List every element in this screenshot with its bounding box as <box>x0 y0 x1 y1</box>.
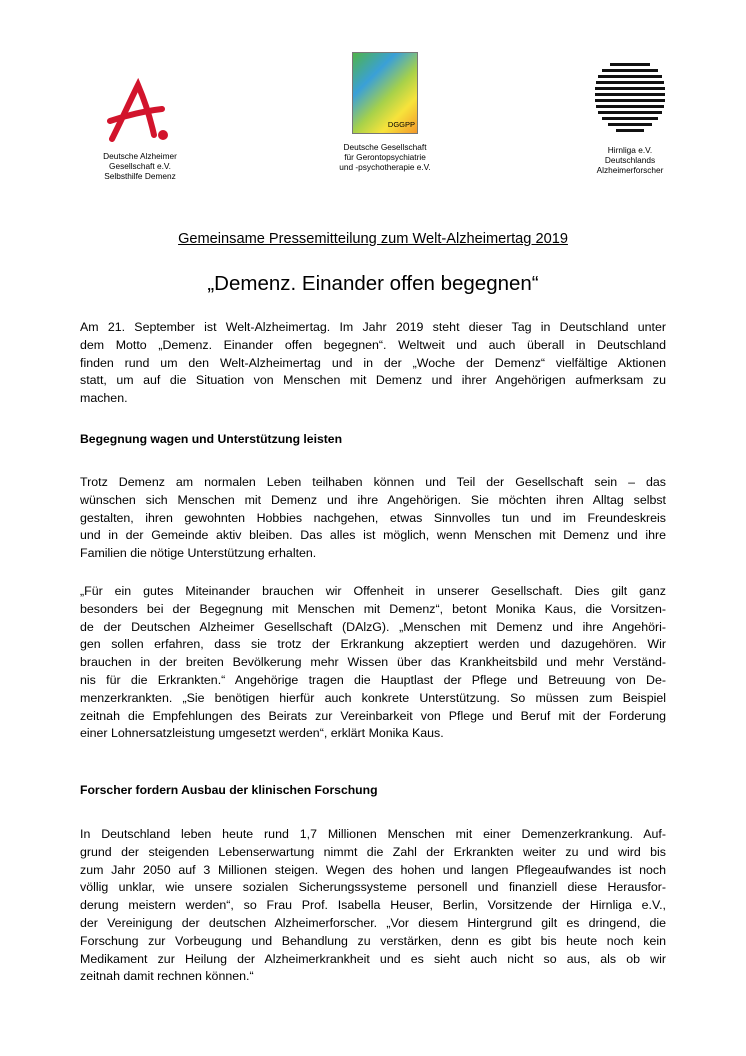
text-line: Forschung zur Vorbeugung und Behandlung zu verstärken, denn es gibt bis heute noch kein <box>80 933 666 948</box>
text-line: wünschen sich Menschen mit Demenz und ihre Angehörigen. Sie möchten ihren Alltag selbst <box>80 492 666 507</box>
dggpp-logo-block <box>315 52 455 172</box>
dggpp-logo-label: DGGPP <box>387 120 415 129</box>
text-line: Trotz Demenz am normalen Leben teilhaben können und Teil der Gesellschaft sein – das <box>80 475 666 489</box>
text-line: brauchen in der breiten Bevölkerung mehr Wissen über das Krankheitsbild und mehr Verständ- <box>80 655 666 670</box>
text-line: machen. <box>80 391 128 406</box>
hirnliga-caption: Hirnliga e.V. Deutschlands Alzheimerforscher <box>596 145 664 175</box>
text-line: statt, um auf die Situation von Menschen mit Demenz und ihrer Angehörigen aufmerksam zu <box>80 373 666 388</box>
text-line: menzerkrankten. „Sie benötigen hierfür auch konkrete Unterstützung. So müssen zum Beispiel <box>80 690 666 705</box>
section-heading-1: Begegnung wagen und Unterstützung leisten <box>80 432 343 446</box>
dalzg-logo-block <box>70 77 210 181</box>
text-line: einer Lohnersatzleistung umgesetzt werden“, erklärt Monika Kaus. <box>80 726 444 741</box>
hirnliga-logo-block <box>560 61 700 175</box>
text-line: derung meistern werden“, so Frau Prof. Isabella Heuser, Berlin, Vorsitzende der Hirnliga e.V., <box>80 898 666 913</box>
text-line: finden rund um den Welt-Alzheimertag und in der „Woche der Demenz“ vielfältige Aktionen <box>80 355 666 370</box>
paragraph-2 <box>80 474 666 563</box>
paragraph-4 <box>80 826 666 986</box>
paragraph-intro <box>80 319 666 408</box>
text-line: völlig unklar, wie unsere sozialen Sicherungssysteme personell und finanziell diese Herausfor- <box>80 880 666 895</box>
dalzg-caption: Deutsche Alzheimer Gesellschaft e.V. Selbsthilfe Demenz <box>103 151 177 181</box>
dggpp-logo-icon <box>352 52 418 134</box>
text-line: gestalten, ihren gewohnten Hobbies nachgehen, etwas Sinnvolles tun und im Freundeskreis <box>80 510 666 525</box>
text-line: zeitnah die Empfehlungen des Beirats zur Vereinbarkeit von Pflege und Beruf mit der Forderung <box>80 708 666 723</box>
text-line: Familien die nötige Unterstützung erhalten. <box>80 546 317 561</box>
text-line: Medikament zur Heilung der Alzheimerkrankheit und es sieht auch nicht so aus, als ob wir <box>80 951 666 966</box>
text-line: In Deutschland leben heute rund 1,7 Millionen Menschen mit einer Demenzerkrankung. Auf- <box>80 827 666 841</box>
text-line: der Vereinigung der deutschen Alzheimerforscher. „Vor diesem Hintergrund gilt es dringend, die <box>80 915 666 930</box>
press-release-headline: „Demenz. Einander offen begegnen“ <box>207 272 539 295</box>
hirnliga-logo-icon <box>594 61 666 133</box>
dggpp-caption: Deutsche Gesellschaft für Gerontopsychiatrie und -psychotherapie e.V. <box>339 142 431 172</box>
text-line: „Für ein gutes Miteinander brauchen wir Offenheit in unserer Gesellschaft. Dies gilt ganz <box>80 584 666 598</box>
text-line: und in der Gemeinde aktiv bleiben. Das alles ist möglich, wenn Menschen mit Demenz und ihre <box>80 528 666 543</box>
paragraph-3 <box>80 583 666 743</box>
text-line: gen sollen erfahren, dass sie trotz der Erkrankung akzeptiert werden und dazugehören. Wir <box>80 637 666 652</box>
text-line: nis für die Erkrankten.“ Angehörige tragen die Hauptlast der Pflege und Betreuung von De- <box>80 672 666 687</box>
text-line: besonders bei der Begegnung mit Menschen mit Demenz“, betont Monika Kaus, die Vorsitzen- <box>80 601 666 616</box>
press-release-subtitle: Gemeinsame Pressemitteilung zum Welt-Alzheimertag 2019 <box>178 231 568 247</box>
dalzg-logo-icon <box>100 77 180 149</box>
text-line: grund der steigenden Lebenserwartung nimmt die Zahl der Erkrankten weiter zu und wird bis <box>80 844 666 859</box>
text-line: Am 21. September ist Welt-Alzheimertag. Im Jahr 2019 steht dieser Tag in Deutschland unter <box>80 320 666 334</box>
text-line: zeitnah damit rechnen können.“ <box>80 969 254 984</box>
text-line: dem Motto „Demenz. Einander offen begegnen“. Weltweit und auch überall in Deutschland <box>80 337 666 352</box>
text-line: zum Jahr 2050 auf 3 Millionen steigen. Wegen des hohen und langen Pflegeaufwandes ist noch <box>80 862 666 877</box>
section-heading-2: Forscher fordern Ausbau der klinischen Forschung <box>80 783 378 797</box>
text-line: de der Deutschen Alzheimer Gesellschaft (DAlzG). „Menschen mit Demenz und ihre Angehöri- <box>80 619 666 634</box>
